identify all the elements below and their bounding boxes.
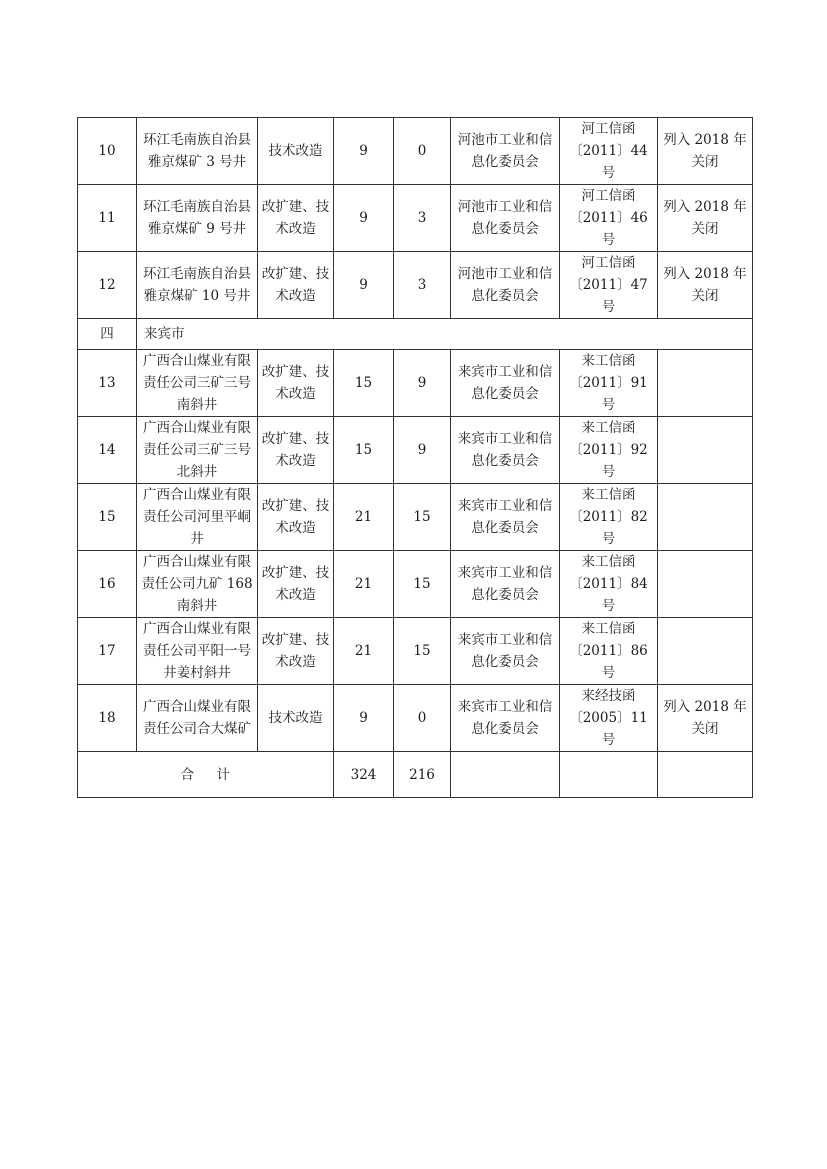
capacity-new: 3 (394, 252, 451, 319)
note (658, 417, 753, 484)
approval-document: 来工信函〔2011〕91号 (560, 350, 658, 417)
note: 列入 2018 年关闭 (658, 185, 753, 252)
method: 技术改造 (258, 118, 334, 185)
approving-agency: 来宾市工业和信息化委员会 (451, 350, 560, 417)
method: 改扩建、技术改造 (258, 417, 334, 484)
row-number: 14 (78, 417, 137, 484)
method: 技术改造 (258, 685, 334, 752)
row-number: 10 (78, 118, 137, 185)
row-number: 12 (78, 252, 137, 319)
total-cap2: 216 (394, 752, 451, 798)
capacity-new: 15 (394, 484, 451, 551)
row-number: 16 (78, 551, 137, 618)
approving-agency: 河池市工业和信息化委员会 (451, 185, 560, 252)
section-row (78, 319, 753, 350)
table-row (78, 484, 753, 551)
total-label (78, 752, 334, 798)
table-body (78, 118, 753, 752)
total-empty-note (658, 752, 753, 798)
approving-agency: 来宾市工业和信息化委员会 (451, 685, 560, 752)
total-cap1: 324 (334, 752, 394, 798)
approval-document: 来经技函〔2005〕11号 (560, 685, 658, 752)
method: 改扩建、技术改造 (258, 618, 334, 685)
mine-name: 环江毛南族自治县雅京煤矿 3 号井 (137, 118, 258, 185)
mine-name: 广西合山煤业有限责任公司河里平峒井 (137, 484, 258, 551)
approving-agency: 来宾市工业和信息化委员会 (451, 618, 560, 685)
total-empty-approval (560, 752, 658, 798)
row-number: 18 (78, 685, 137, 752)
capacity-new: 15 (394, 551, 451, 618)
capacity-original: 9 (334, 252, 394, 319)
coal-mine-table (77, 117, 753, 798)
approving-agency: 来宾市工业和信息化委员会 (451, 551, 560, 618)
table-row (78, 118, 753, 185)
approving-agency: 来宾市工业和信息化委员会 (451, 417, 560, 484)
note (658, 350, 753, 417)
note: 列入 2018 年关闭 (658, 252, 753, 319)
approving-agency: 河池市工业和信息化委员会 (451, 252, 560, 319)
capacity-original: 9 (334, 685, 394, 752)
table-row (78, 618, 753, 685)
note (658, 551, 753, 618)
total-label-b: 计 (216, 766, 231, 783)
note (658, 484, 753, 551)
note: 列入 2018 年关闭 (658, 118, 753, 185)
capacity-new: 3 (394, 185, 451, 252)
row-number: 13 (78, 350, 137, 417)
table-row (78, 417, 753, 484)
mine-name: 广西合山煤业有限责任公司平阳一号井姜村斜井 (137, 618, 258, 685)
note: 列入 2018 年关闭 (658, 685, 753, 752)
table-row (78, 252, 753, 319)
total-row (78, 752, 753, 798)
approval-document: 河工信函〔2011〕47号 (560, 252, 658, 319)
mine-name: 广西合山煤业有限责任公司合大煤矿 (137, 685, 258, 752)
capacity-original: 21 (334, 618, 394, 685)
capacity-original: 21 (334, 551, 394, 618)
mine-name: 环江毛南族自治县雅京煤矿 10 号井 (137, 252, 258, 319)
row-number: 17 (78, 618, 137, 685)
method: 改扩建、技术改造 (258, 185, 334, 252)
capacity-new: 9 (394, 350, 451, 417)
capacity-new: 0 (394, 118, 451, 185)
approval-document: 来工信函〔2011〕92号 (560, 417, 658, 484)
capacity-original: 9 (334, 185, 394, 252)
section-name: 来宾市 (137, 319, 753, 350)
approving-agency: 来宾市工业和信息化委员会 (451, 484, 560, 551)
total-empty-agency (451, 752, 560, 798)
method: 改扩建、技术改造 (258, 252, 334, 319)
method: 改扩建、技术改造 (258, 350, 334, 417)
table-row (78, 185, 753, 252)
section-number: 四 (78, 319, 137, 350)
table-row (78, 350, 753, 417)
capacity-original: 15 (334, 350, 394, 417)
approving-agency: 河池市工业和信息化委员会 (451, 118, 560, 185)
method: 改扩建、技术改造 (258, 551, 334, 618)
capacity-original: 21 (334, 484, 394, 551)
row-number: 11 (78, 185, 137, 252)
capacity-new: 0 (394, 685, 451, 752)
capacity-original: 9 (334, 118, 394, 185)
mine-name: 广西合山煤业有限责任公司九矿 168 南斜井 (137, 551, 258, 618)
capacity-original: 15 (334, 417, 394, 484)
approval-document: 来工信函〔2011〕84号 (560, 551, 658, 618)
table-row (78, 551, 753, 618)
approval-document: 河工信函〔2011〕46号 (560, 185, 658, 252)
mine-name: 广西合山煤业有限责任公司三矿三号南斜井 (137, 350, 258, 417)
note (658, 618, 753, 685)
capacity-new: 15 (394, 618, 451, 685)
table-row (78, 685, 753, 752)
mine-name: 环江毛南族自治县雅京煤矿 9 号井 (137, 185, 258, 252)
approval-document: 河工信函〔2011〕44号 (560, 118, 658, 185)
approval-document: 来工信函〔2011〕82号 (560, 484, 658, 551)
capacity-new: 9 (394, 417, 451, 484)
approval-document: 来工信函〔2011〕86号 (560, 618, 658, 685)
method: 改扩建、技术改造 (258, 484, 334, 551)
total-label-a: 合 (180, 766, 195, 783)
row-number: 15 (78, 484, 137, 551)
mine-name: 广西合山煤业有限责任公司三矿三号北斜井 (137, 417, 258, 484)
